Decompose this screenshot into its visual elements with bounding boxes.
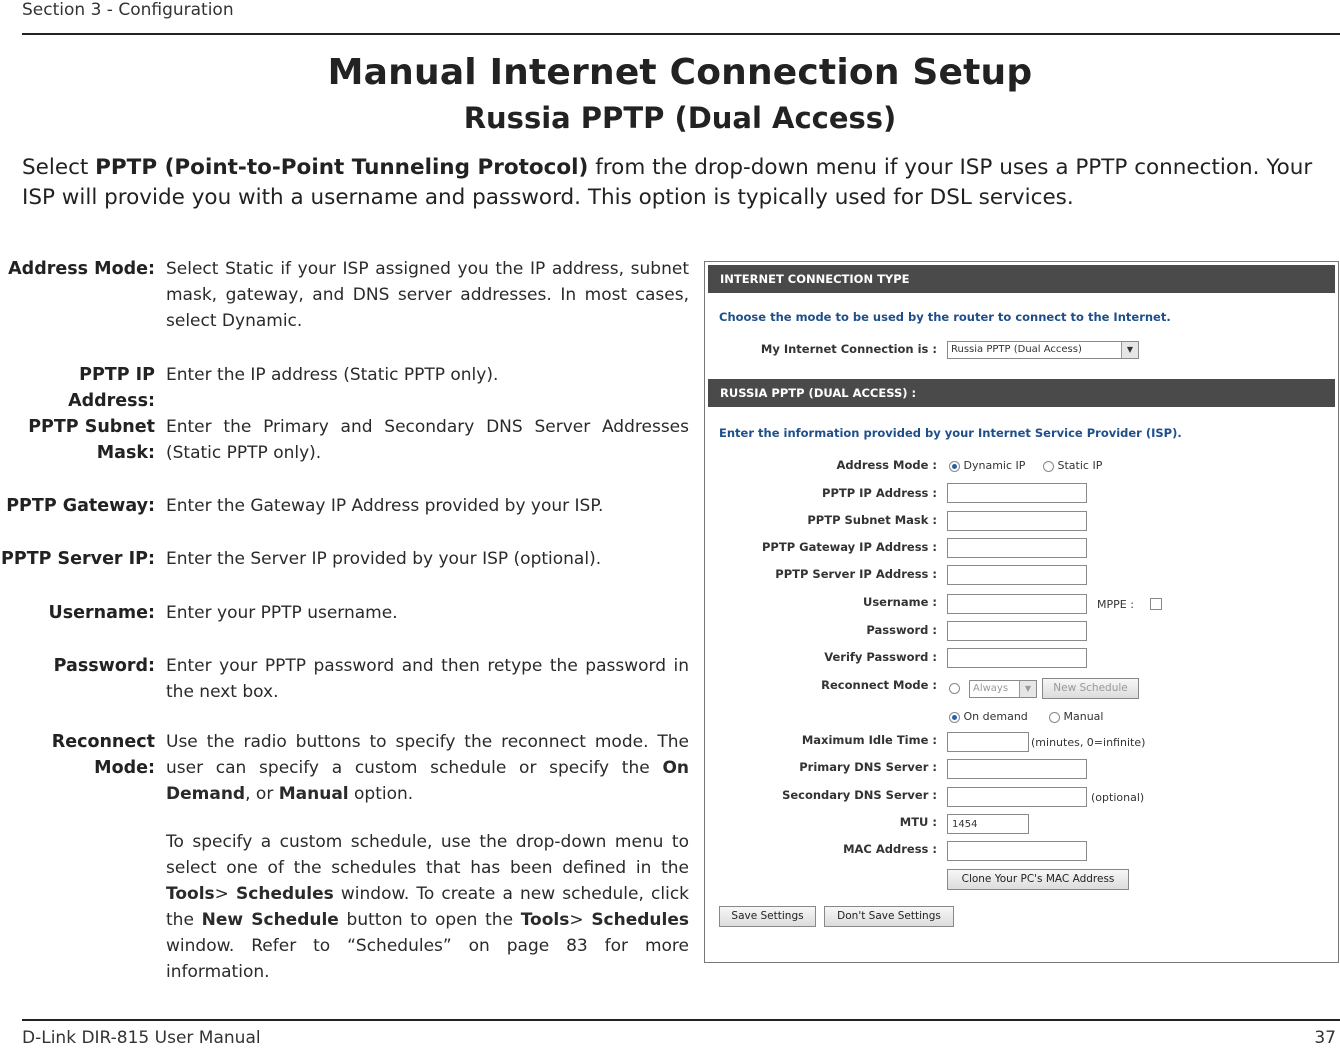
server-input[interactable] [947, 565, 1087, 585]
desc-pptp-server: Enter the Server IP provided by your ISP (optional). [166, 549, 602, 569]
idle-input[interactable] [947, 732, 1029, 752]
desc-reconnect-p1 [166, 729, 689, 807]
radio-on-demand-label: On demand [963, 710, 1028, 723]
term-reconnect [0, 729, 155, 781]
radio-schedule-dot[interactable] [949, 683, 960, 694]
radio-on-demand[interactable] [949, 710, 1028, 723]
radio-manual[interactable] [1049, 710, 1103, 723]
mtu-input[interactable]: 1454 [947, 814, 1029, 834]
term-pptp-server: PPTP Server IP: [1, 549, 155, 569]
term-pptp-ip: PPTP IP Address: [68, 365, 155, 411]
label-dns2: Secondary DNS Server : [782, 788, 937, 802]
label-dns1: Primary DNS Server : [799, 760, 937, 774]
dns2-input[interactable] [947, 787, 1087, 807]
intro-rest: from the drop-down menu if your ISP uses a PPTP connection. Your ISP will provide you with a username and password. This option is typically used for DSL services. [22, 155, 1313, 210]
dont-save-settings-button[interactable]: Don't Save Settings [824, 906, 954, 927]
radio-static[interactable] [1043, 459, 1102, 472]
mppe-checkbox[interactable] [1150, 598, 1162, 610]
radio-dynamic-label: Dynamic IP [963, 459, 1026, 472]
ip-input[interactable] [947, 483, 1087, 503]
mppe-label: MPPE : [1097, 598, 1134, 611]
term-pptp-subnet [0, 414, 155, 466]
radio-static-label: Static IP [1057, 459, 1103, 472]
desc-pptp-gateway: Enter the Gateway IP Address provided by your ISP. [166, 496, 604, 516]
label-username: Username : [863, 595, 937, 609]
radio-manual-dot[interactable] [1049, 712, 1060, 723]
clone-mac-button[interactable]: Clone Your PC's MAC Address [947, 869, 1129, 890]
gateway-input[interactable] [947, 538, 1087, 558]
desc-address-mode: Select Static if your ISP assigned you the IP address, subnet mask, gateway, and DNS server addresses. In most cases, select Dynamic. [166, 259, 689, 331]
connection-label: My Internet Connection is : [760, 342, 937, 356]
rc-p2-d: window. To create a new schedule, click the [166, 884, 690, 930]
router-screenshot [704, 261, 1339, 963]
rc-p1-b1: On Demand [166, 758, 689, 804]
intro-bold: PPTP (Point-to-Point Tunneling Protocol) [95, 155, 589, 180]
mac-input[interactable] [947, 841, 1087, 861]
pptp-prompt: Enter the information provided by your Internet Service Provider (ISP). [719, 426, 1182, 440]
radio-dynamic-dot[interactable] [949, 461, 960, 472]
save-settings-button[interactable]: Save Settings [719, 906, 816, 927]
label-server: PPTP Server IP Address : [775, 567, 937, 581]
desc-pptp-subnet: Enter the Primary and Secondary DNS Server Addresses (Static PPTP only). [166, 417, 689, 463]
desc-username: Enter your PPTP username. [166, 603, 398, 623]
footer-manual-title: D-Link DIR-815 User Manual [22, 1028, 261, 1048]
subnet-input[interactable] [947, 511, 1087, 531]
rc-p2-b5: Schedules [591, 910, 690, 930]
label-password: Password : [866, 623, 937, 637]
intro-paragraph [22, 153, 1338, 213]
rc-p1-b2: Manual [278, 784, 349, 804]
rc-p2-e: button to open the [338, 910, 521, 930]
rc-p1-a: Use the radio buttons to specify the reconnect mode. The user can specify a custom schedule or specify the [166, 732, 689, 778]
footer-divider [22, 1019, 1340, 1021]
new-schedule-button[interactable]: New Schedule [1042, 678, 1139, 699]
rc-p2-b1: Tools [166, 884, 215, 904]
label-gateway: PPTP Gateway IP Address : [762, 540, 937, 554]
label-mac: MAC Address : [843, 842, 937, 856]
radio-static-dot[interactable] [1043, 461, 1054, 472]
desc-reconnect-p2 [166, 829, 689, 985]
rc-p2-g: window. Refer to “Schedules” on page 83 for more information. [166, 936, 689, 982]
radio-dynamic[interactable] [949, 459, 1025, 472]
rc-p2-b3: New Schedule [201, 910, 339, 930]
chevron-down-icon: ▼ [1121, 342, 1138, 358]
rc-p1-d: option. [348, 784, 414, 804]
chevron-down-icon: ▼ [1019, 681, 1036, 697]
rc-p1-c: , or [245, 784, 279, 804]
password-input[interactable] [947, 621, 1087, 641]
page-subtitle: Russia PPTP (Dual Access) [463, 101, 897, 135]
connection-select[interactable] [947, 341, 1139, 359]
term-reconnect-2: Mode: [94, 758, 155, 778]
rc-p2-b2: Schedules [236, 884, 334, 904]
page-number: 37 [1314, 1028, 1336, 1048]
section-header: Section 3 - Configuration [22, 0, 234, 20]
rc-p2-b4: Tools [520, 910, 570, 930]
dns1-input[interactable] [947, 759, 1087, 779]
radio-manual-label: Manual [1063, 710, 1104, 723]
radio-on-demand-dot[interactable] [949, 712, 960, 723]
label-reconnect: Reconnect Mode : [821, 678, 937, 692]
term-address-mode: Address Mode: [8, 259, 155, 279]
intro-select: Select [22, 155, 96, 180]
label-address-mode: Address Mode : [836, 458, 937, 472]
rc-p2-a: To specify a custom schedule, use the drop-down menu to select one of the schedules that has been defined in the [166, 832, 689, 878]
label-subnet: PPTP Subnet Mask : [807, 513, 937, 527]
term-pptp-subnet-1: PPTP Subnet [28, 417, 155, 437]
page-title: Manual Internet Connection Setup [327, 52, 1033, 93]
desc-reconnect [166, 729, 689, 985]
label-ip: PPTP IP Address : [822, 486, 937, 500]
username-input[interactable] [947, 594, 1087, 614]
term-pptp-subnet-2: Mask: [96, 443, 155, 463]
rc-p2-f: > [569, 910, 592, 930]
term-pptp-gateway: PPTP Gateway: [6, 496, 155, 516]
connection-type-prompt: Choose the mode to be used by the router to connect to the Internet. [719, 310, 1171, 324]
idle-note: (minutes, 0=infinite) [1031, 736, 1146, 749]
label-mtu: MTU : [899, 815, 937, 829]
schedule-select-value: Always [973, 683, 1009, 694]
verify-password-input[interactable] [947, 648, 1087, 668]
radio-schedule[interactable] [949, 681, 960, 694]
dns2-optional: (optional) [1091, 791, 1145, 804]
label-idle: Maximum Idle Time : [801, 733, 937, 747]
connection-type-header: INTERNET CONNECTION TYPE [708, 265, 1335, 293]
desc-pptp-ip: Enter the IP address (Static PPTP only). [166, 365, 499, 385]
header-divider [22, 33, 1340, 35]
label-verify: Verify Password : [824, 650, 937, 664]
term-password: Password: [53, 656, 155, 676]
term-reconnect-1: Reconnect [51, 732, 155, 752]
schedule-select[interactable] [969, 680, 1037, 698]
term-username: Username: [48, 603, 155, 623]
pptp-header: RUSSIA PPTP (DUAL ACCESS) : [708, 379, 1335, 407]
rc-p2-c: > [214, 884, 237, 904]
desc-password: Enter your PPTP password and then retype the password in the next box. [166, 656, 689, 702]
connection-select-value: Russia PPTP (Dual Access) [951, 344, 1082, 355]
